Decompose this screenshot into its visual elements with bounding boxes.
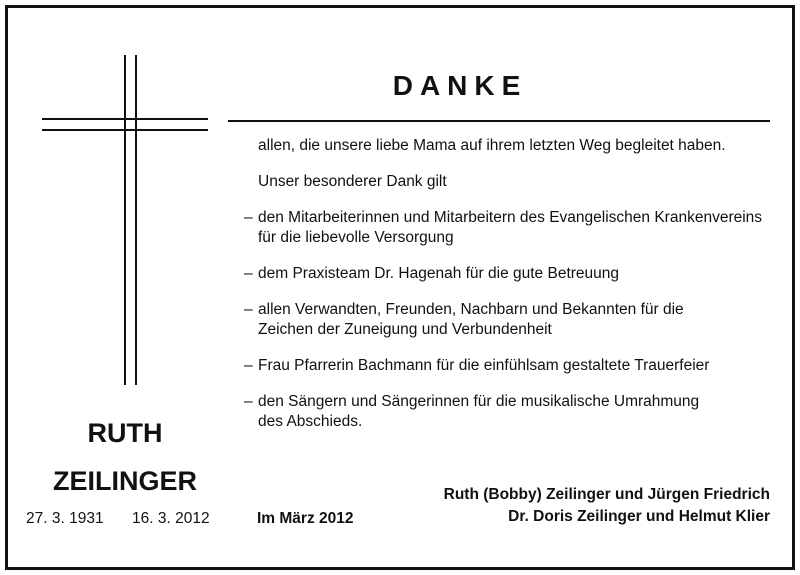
dash: – xyxy=(244,357,253,374)
list-item-line: Frau Pfarrerin Bachmann für die einfühlsam gestaltete Trauerfeier xyxy=(258,357,710,374)
special-thanks-text: Unser besonderer Dank gilt xyxy=(258,173,447,190)
dash: – xyxy=(244,301,253,318)
notice-title: DANKE xyxy=(392,70,528,101)
place-date: Im März 2012 xyxy=(257,510,354,527)
list-item-line: für die liebevolle Versorgung xyxy=(258,229,454,246)
dash: – xyxy=(244,209,253,226)
list-item-line: den Mitarbeiterinnen und Mitarbeitern des Evangelischen Krankenvereins xyxy=(258,209,763,226)
list-item-line: des Abschieds. xyxy=(258,413,363,430)
list-item xyxy=(244,356,709,376)
dash: – xyxy=(244,393,253,410)
dash: – xyxy=(244,265,253,282)
signature-line: Dr. Doris Zeilinger und Helmut Klier xyxy=(508,508,770,525)
list-item xyxy=(244,300,684,340)
deceased-first-name: RUTH xyxy=(87,418,163,448)
list-item-line: dem Praxisteam Dr. Hagenah für die gute Betreuung xyxy=(258,265,620,282)
birth-date: 27. 3. 1931 xyxy=(26,510,104,527)
death-date: 16. 3. 2012 xyxy=(132,510,210,527)
signature-line: Ruth (Bobby) Zeilinger und Jürgen Friedrich xyxy=(443,486,770,503)
deceased-last-name: ZEILINGER xyxy=(52,466,197,496)
list-item xyxy=(244,392,699,432)
list-item-line: Zeichen der Zuneigung und Verbundenheit xyxy=(258,321,552,338)
title-divider xyxy=(228,120,770,122)
list-item-line: den Sängern und Sängerinnen für die musikalische Umrahmung xyxy=(258,393,700,410)
intro-text: allen, die unsere liebe Mama auf ihrem letzten Weg begleitet haben. xyxy=(258,137,726,154)
list-item xyxy=(244,208,762,248)
list-item xyxy=(244,264,619,284)
list-item-line: allen Verwandten, Freunden, Nachbarn und Bekannten für die xyxy=(258,301,684,318)
